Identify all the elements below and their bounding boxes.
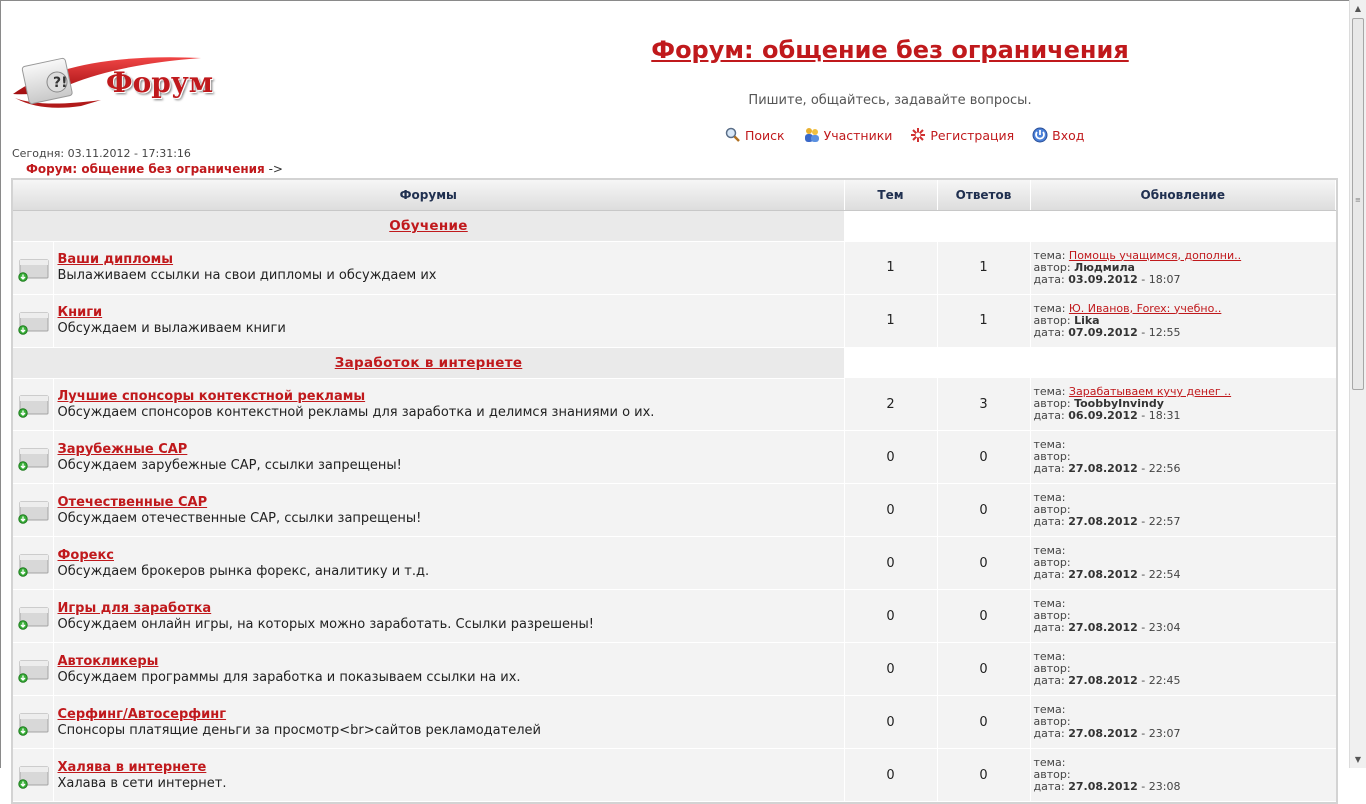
last-date-line — [1034, 327, 1333, 339]
forum-description: Обсуждаем отечественные САР, ссылки запрещены! — [57, 510, 422, 526]
forum-replies-count: 0 — [937, 590, 1030, 643]
forum-description: Обсуждаем спонсоров контекстной рекламы для заработка и делимся знаниями о их. — [57, 404, 655, 420]
col-header-update: Обновление — [1030, 180, 1336, 211]
last-date: 07.09.2012 — [1068, 325, 1138, 339]
forum-table — [13, 180, 1336, 802]
forum-replies-count: 0 — [937, 643, 1030, 696]
forum-last-update — [1030, 749, 1336, 802]
forum-topics-count: 2 — [844, 378, 937, 431]
last-author-label: автор: — [1033, 313, 1071, 327]
forum-last-update — [1030, 590, 1336, 643]
forum-topics-count: 0 — [844, 749, 937, 802]
forum-topics-count: 0 — [844, 643, 937, 696]
last-topic-label: тема: — [1033, 756, 1066, 769]
last-date: 27.08.2012 — [1068, 621, 1138, 634]
forum-topics-count: 1 — [844, 294, 937, 347]
forum-row — [13, 696, 1336, 749]
scroll-thumb[interactable] — [1352, 18, 1364, 390]
last-date: 27.08.2012 — [1068, 568, 1138, 581]
last-topic-line — [1034, 492, 1333, 504]
last-date-line — [1034, 274, 1333, 286]
last-topic-label: тема: — [1033, 385, 1066, 398]
forum-row — [13, 749, 1336, 802]
last-topic-label: тема: — [1033, 438, 1066, 451]
category-cell — [13, 211, 844, 242]
forum-last-update — [1030, 696, 1336, 749]
last-author-label: автор: — [1033, 662, 1071, 675]
forum-icon-cell — [13, 242, 53, 295]
last-date: 27.08.2012 — [1068, 674, 1138, 687]
forum-description: Обсуждаем брокеров рынка форекс, аналитику и т.д. — [57, 563, 430, 579]
forum-folder-icon — [17, 390, 49, 418]
svg-text:?!: ?! — [53, 75, 68, 91]
col-header-forums: Форумы — [13, 180, 844, 211]
last-topic-label: тема: — [1033, 650, 1066, 663]
nav-login[interactable] — [1032, 127, 1084, 143]
forum-description: Обсуждаем зарубежные САР, ссылки запрещены! — [57, 457, 402, 473]
last-topic-line — [1034, 545, 1333, 557]
last-topic-line — [1034, 757, 1333, 769]
last-date-label: дата: — [1033, 727, 1065, 740]
forum-name-cell — [53, 643, 844, 696]
last-topic-label: тема: — [1033, 301, 1066, 315]
last-author-label: автор: — [1033, 260, 1071, 274]
last-date-label: дата: — [1033, 272, 1065, 286]
last-date: 03.09.2012 — [1068, 272, 1138, 286]
last-topic-label: тема: — [1033, 597, 1066, 610]
forum-row — [13, 431, 1336, 484]
forum-topics-count: 1 — [844, 242, 937, 295]
forum-name-cell — [53, 431, 844, 484]
forum-icon-cell — [13, 484, 53, 537]
forum-last-update — [1030, 484, 1336, 537]
forum-topics-count: 0 — [844, 537, 937, 590]
breadcrumb-home-link[interactable]: Форум: общение без ограничения — [26, 162, 265, 176]
last-time: - 12:55 — [1141, 325, 1181, 339]
last-date: 27.08.2012 — [1068, 462, 1138, 475]
forum-replies-count: 0 — [937, 696, 1030, 749]
last-date-line — [1034, 728, 1333, 740]
category-cell — [13, 347, 844, 378]
forum-name-cell — [53, 696, 844, 749]
breadcrumb — [26, 162, 283, 176]
last-date: 27.08.2012 — [1068, 780, 1138, 793]
forum-link[interactable]: Лучшие спонсоры контекстной рекламы — [57, 388, 366, 404]
last-date-line — [1034, 675, 1333, 687]
forum-replies-count: 0 — [937, 749, 1030, 802]
forum-last-update — [1030, 643, 1336, 696]
forum-replies-count: 1 — [937, 294, 1030, 347]
forum-icon-cell — [13, 643, 53, 696]
last-date-line — [1034, 410, 1333, 422]
forum-icon-cell — [13, 537, 53, 590]
forum-folder-icon — [17, 708, 49, 736]
forum-link[interactable]: Халява в интернете — [57, 759, 207, 775]
last-date-line — [1034, 569, 1333, 581]
nav-search-label: Поиск — [745, 127, 785, 143]
forum-icon-cell — [13, 749, 53, 802]
last-date-label: дата: — [1033, 515, 1065, 528]
nav-search[interactable] — [725, 127, 785, 143]
forum-folder-icon — [17, 761, 49, 789]
nav-members-label: Участники — [823, 127, 893, 143]
last-topic-line — [1034, 651, 1333, 663]
last-topic-link[interactable]: Зарабатываем кучу денег .. — [1068, 385, 1232, 398]
forum-last-update — [1030, 537, 1336, 590]
forum-name-cell — [53, 590, 844, 643]
last-date-line — [1034, 622, 1333, 634]
forum-folder-icon — [17, 549, 49, 577]
last-author: Людмила — [1074, 260, 1135, 274]
forum-last-update — [1030, 294, 1336, 347]
last-date-label: дата: — [1033, 409, 1065, 422]
forum-topics-count: 0 — [844, 696, 937, 749]
forum-folder-icon — [17, 496, 49, 524]
forum-topics-count: 0 — [844, 590, 937, 643]
last-date-label: дата: — [1033, 568, 1065, 581]
nav-register-label: Регистрация — [930, 127, 1015, 143]
forum-logo[interactable] — [11, 50, 214, 110]
forum-description: Обсуждаем и вылаживаем книги — [57, 321, 286, 336]
last-author: ToobbyInvindy — [1074, 397, 1164, 410]
last-author-label: автор: — [1033, 609, 1071, 622]
forum-icon-cell — [13, 431, 53, 484]
forum-replies-count: 1 — [937, 242, 1030, 295]
category-row — [13, 347, 1336, 378]
last-author: Lika — [1074, 313, 1100, 327]
forum-icon-cell — [13, 696, 53, 749]
last-topic-line — [1034, 439, 1333, 451]
last-date: 27.08.2012 — [1068, 727, 1138, 740]
forum-name-cell — [53, 749, 844, 802]
forum-link[interactable]: Книги — [57, 305, 103, 320]
breadcrumb-separator: -> — [268, 162, 283, 176]
last-author-label: автор: — [1033, 450, 1071, 463]
last-date-label: дата: — [1033, 325, 1065, 339]
forum-row — [13, 378, 1336, 431]
last-time: - 22:54 — [1141, 568, 1181, 581]
forum-folder-icon — [17, 655, 49, 683]
last-author-label: автор: — [1033, 768, 1071, 781]
nav-login-label: Вход — [1052, 127, 1085, 143]
forum-row — [13, 242, 1336, 295]
last-topic-link[interactable]: Ю. Иванов, Forex: учебно.. — [1068, 301, 1222, 315]
last-time: - 18:31 — [1141, 409, 1181, 422]
forum-replies-count: 3 — [937, 378, 1030, 431]
top-nav — [725, 127, 1098, 146]
last-author-label: автор: — [1033, 715, 1071, 728]
forum-row — [13, 537, 1336, 590]
forum-link[interactable]: Зарубежные САР — [57, 441, 188, 457]
last-date: 06.09.2012 — [1068, 409, 1138, 422]
last-topic-label: тема: — [1033, 248, 1066, 262]
last-topic-label: тема: — [1033, 703, 1066, 716]
forum-replies-count: 0 — [937, 431, 1030, 484]
forum-name-cell — [53, 378, 844, 431]
forum-name-cell — [53, 294, 844, 347]
last-topic-line — [1034, 598, 1333, 610]
category-blank-cell — [844, 211, 1336, 242]
site-description: Пишите, общайтесь, задавайте вопросы. — [748, 93, 1032, 108]
forum-replies-count: 0 — [937, 537, 1030, 590]
forum-topics-count: 0 — [844, 431, 937, 484]
scroll-down-arrow-icon[interactable]: ▼ — [1354, 755, 1362, 764]
forum-last-update — [1030, 378, 1336, 431]
forum-folder-icon — [17, 602, 49, 630]
forum-table-container — [11, 178, 1338, 804]
last-author-label: автор: — [1033, 397, 1071, 410]
last-date-label: дата: — [1033, 462, 1065, 475]
last-date-label: дата: — [1033, 780, 1065, 793]
last-time: - 18:07 — [1141, 272, 1181, 286]
forum-replies-count: 0 — [937, 484, 1030, 537]
last-time: - 22:56 — [1141, 462, 1181, 475]
forum-icon-cell — [13, 294, 53, 347]
last-time: - 23:04 — [1141, 621, 1181, 634]
forum-last-update — [1030, 242, 1336, 295]
site-title-link[interactable]: Форум: общение без ограничения — [651, 36, 1129, 64]
last-topic-label: тема: — [1033, 544, 1066, 557]
last-topic-label: тема: — [1033, 491, 1066, 504]
forum-description: Халава в сети интернет. — [57, 775, 227, 791]
scroll-up-arrow-icon[interactable]: ▲ — [1354, 4, 1362, 13]
last-time: - 23:07 — [1141, 727, 1181, 740]
last-author-label: автор: — [1033, 503, 1071, 516]
last-author-label: автор: — [1033, 556, 1071, 569]
current-datetime: Сегодня: 03.11.2012 - 17:31:16 — [12, 147, 191, 160]
forum-folder-icon — [17, 307, 49, 335]
forum-description: Вылаживаем ссылки на свои дипломы и обсуждаем их — [57, 268, 437, 284]
members-icon — [803, 127, 821, 143]
col-header-topics: Тем — [844, 180, 937, 211]
login-icon — [1032, 127, 1049, 143]
site-title — [560, 36, 1220, 64]
category-blank-cell — [844, 347, 1336, 378]
nav-register[interactable] — [910, 127, 1014, 143]
last-time: - 22:45 — [1141, 674, 1181, 687]
forum-description: Спонсоры платящие деньги за просмотр<br>сайтов рекламодателей — [57, 722, 541, 738]
scroll-grip-icon: ≡ — [1355, 196, 1361, 204]
category-row — [13, 211, 1336, 242]
last-time: - 23:08 — [1141, 780, 1181, 793]
col-header-replies: Ответов — [937, 180, 1030, 211]
last-date-line — [1034, 516, 1333, 528]
last-date: 27.08.2012 — [1068, 515, 1138, 528]
forum-icon-cell — [13, 378, 53, 431]
logo-text: Форум — [106, 66, 214, 99]
forum-name-cell — [53, 484, 844, 537]
category-link[interactable]: Обучение — [389, 218, 468, 234]
forum-row — [13, 484, 1336, 537]
category-link[interactable]: Заработок в интернете — [334, 354, 523, 371]
forum-folder-icon — [17, 254, 49, 282]
last-date-label: дата: — [1033, 621, 1065, 634]
forum-description: Обсуждаем программы для заработка и показываем ссылки на их. — [57, 669, 521, 685]
forum-name-cell — [53, 537, 844, 590]
last-date-line — [1034, 781, 1333, 793]
last-topic-link[interactable]: Помощь учащимся, дополни.. — [1068, 248, 1242, 262]
last-time: - 22:57 — [1141, 515, 1181, 528]
table-header-row — [13, 180, 1336, 211]
forum-folder-icon — [17, 443, 49, 471]
forum-topics-count: 0 — [844, 484, 937, 537]
last-date-label: дата: — [1033, 674, 1065, 687]
forum-last-update — [1030, 431, 1336, 484]
search-icon — [725, 127, 742, 143]
forum-row — [13, 294, 1336, 347]
forum-name-cell — [53, 242, 844, 295]
forum-row — [13, 643, 1336, 696]
forum-link[interactable]: Форекс — [57, 547, 114, 563]
forum-icon-cell — [13, 590, 53, 643]
forum-link[interactable]: Автокликеры — [57, 653, 159, 669]
forum-link[interactable]: Игры для заработка — [57, 600, 212, 616]
forum-row — [13, 590, 1336, 643]
page-scrollbar[interactable] — [1349, 0, 1366, 768]
forum-link[interactable]: Ваши дипломы — [57, 252, 174, 268]
forum-description: Обсуждаем онлайн игры, на которых можно заработать. Ссылки разрешены! — [57, 616, 594, 632]
forum-link[interactable]: Серфинг/Автосерфинг — [57, 706, 227, 722]
last-date-line — [1034, 463, 1333, 475]
last-topic-line — [1034, 704, 1333, 716]
forum-link[interactable]: Отечественные САР — [57, 494, 208, 510]
nav-members[interactable] — [803, 127, 893, 143]
register-icon — [910, 127, 927, 143]
